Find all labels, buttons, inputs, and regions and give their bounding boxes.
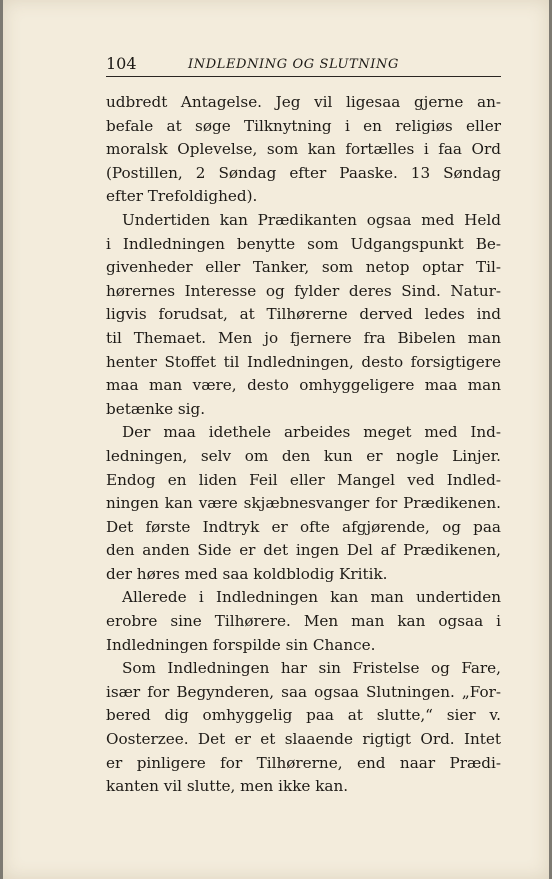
- text-line: især for Begynderen, saa ogsaa Slutningen. „For-: [106, 682, 501, 701]
- text-line: moralsk Oplevelse, som kan fortælles i faa Ord: [106, 140, 501, 159]
- body-text: [106, 91, 501, 799]
- text-line: maa man være, desto omhyggeligere maa man: [106, 376, 501, 395]
- text-line: Undertiden kan Prædikanten ogsaa med Held: [122, 210, 501, 229]
- text-line: ningen kan være skjæbnesvanger for Prædikenen.: [106, 494, 501, 513]
- text-line: er pinligere for Tilhørerne, end naar Prædi-: [106, 753, 501, 772]
- text-line: hørernes Interesse og fylder deres Sind. Natur-: [106, 281, 501, 300]
- text-line: der høres med saa koldblodig Kritik.: [106, 564, 388, 583]
- text-line: i Indledningen benytte som Udgangspunkt Be-: [106, 234, 501, 253]
- page-number: 104: [106, 54, 137, 73]
- text-line: Oosterzee. Det er et slaaende rigtigt Ord. Intet: [106, 730, 501, 749]
- text-line: kanten vil slutte, men ikke kan.: [106, 777, 349, 796]
- text-line: henter Stoffet til Indledningen, desto forsigtigere: [106, 352, 501, 371]
- text-line: Som Indledningen har sin Fristelse og Fare,: [122, 659, 501, 678]
- text-line: ligvis forudsat, at Tilhørerne derved ledes ind: [106, 305, 501, 324]
- text-line: Det første Indtryk er ofte afgjørende, og paa: [106, 517, 501, 536]
- running-title: INDLEDNING OG SLUTNING: [188, 57, 399, 72]
- text-line: Endog en liden Feil eller Mangel ved Indled-: [106, 470, 501, 489]
- text-line: givenheder eller Tanker, som netop optar Til-: [106, 258, 501, 277]
- text-line: efter Trefoldighed).: [106, 187, 258, 206]
- text-line: (Postillen, 2 Søndag efter Paaske. 13 Søndag: [106, 163, 501, 182]
- text-line: udbredt Antagelse. Jeg vil ligesaa gjerne an-: [106, 93, 501, 111]
- page-header: [106, 52, 501, 77]
- text-line: betænke sig.: [106, 399, 206, 418]
- text-line: bered dig omhyggelig paa at slutte,“ sier v.: [106, 706, 501, 725]
- text-line: befale at søge Tilknytning i en religiøs eller: [106, 116, 501, 135]
- text-line: Indledningen forspilde sin Chance.: [106, 635, 376, 654]
- text-line: Der maa idethele arbeides meget med Ind-: [122, 423, 501, 442]
- text-line: til Themaet. Men jo fjernere fra Bibelen man: [106, 328, 501, 347]
- text-line: erobre sine Tilhørere. Men man kan ogsaa i: [106, 612, 501, 631]
- book-page: [3, 0, 549, 879]
- text-line: ledningen, selv om den kun er nogle Linjer.: [106, 446, 501, 465]
- text-line: Allerede i Indledningen kan man undertiden: [122, 588, 501, 607]
- text-line: den anden Side er det ingen Del af Prædikenen,: [106, 541, 501, 560]
